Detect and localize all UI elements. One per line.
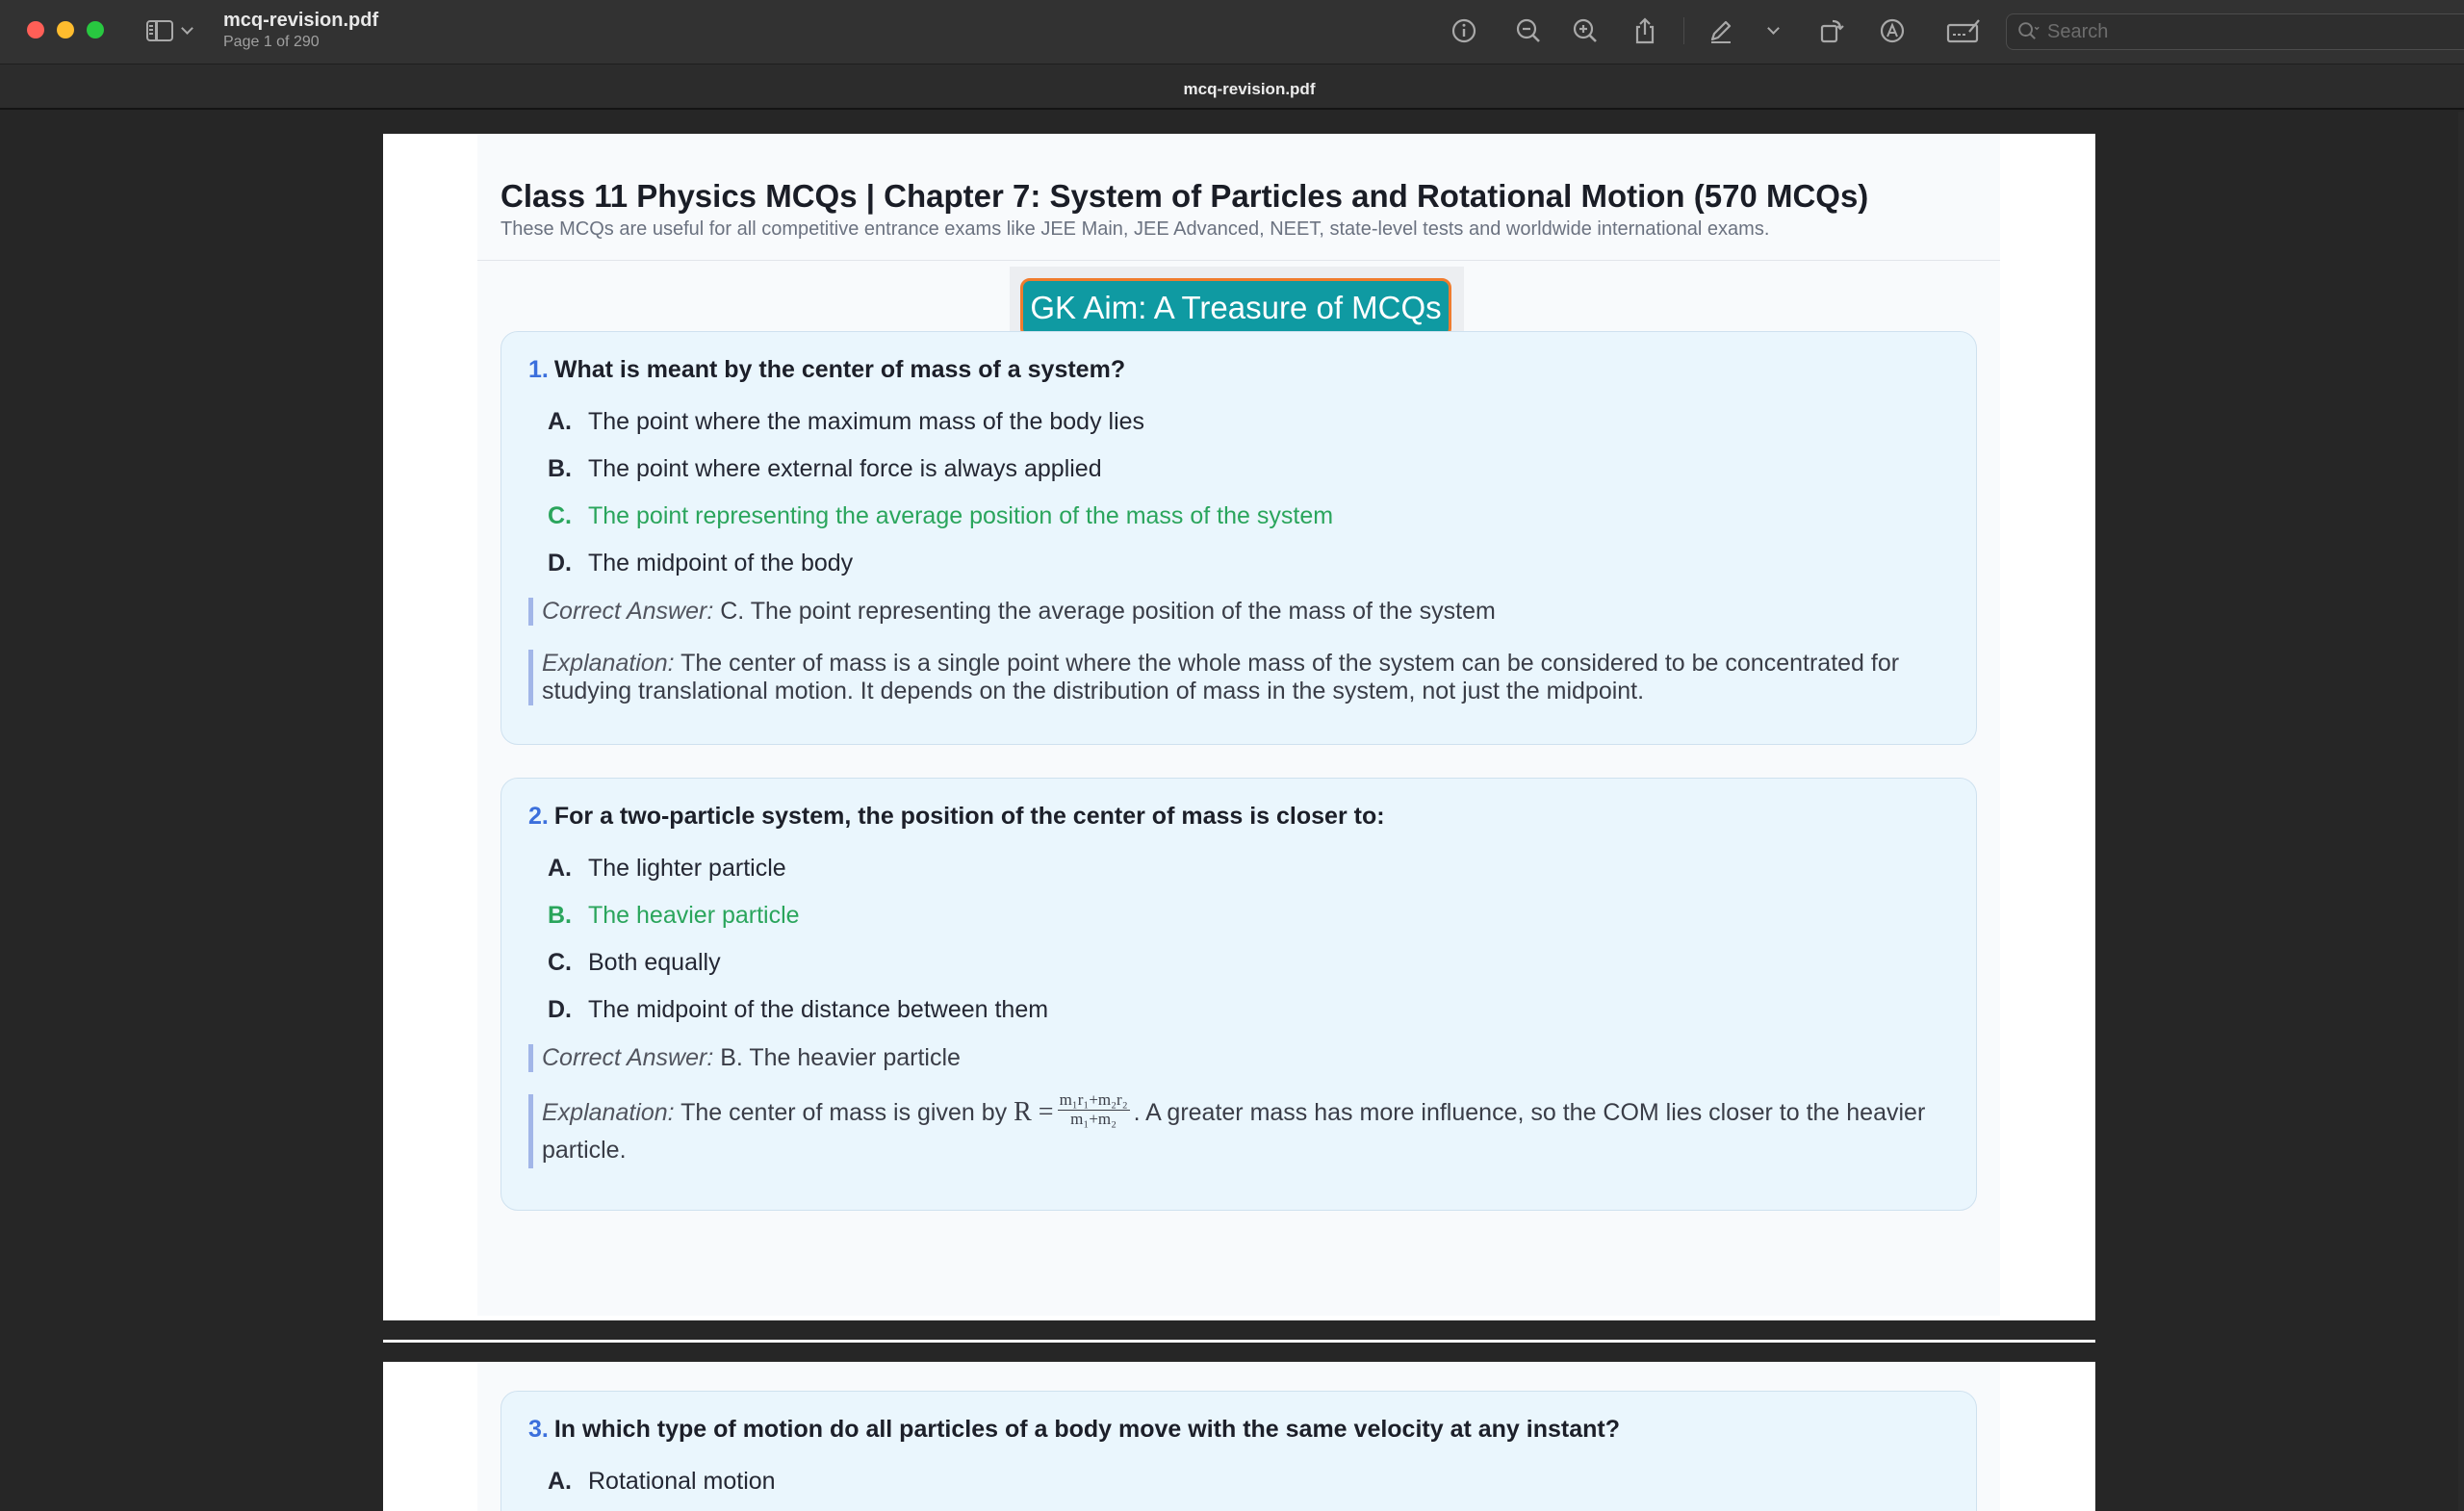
explanation-text: The center of mass is given by (680, 1099, 1008, 1126)
question-card (500, 1391, 1977, 1511)
page-content (477, 134, 2000, 1316)
toolbar-divider (1683, 17, 1684, 44)
com-formula (1058, 1091, 1130, 1128)
chevron-down-icon (181, 22, 193, 35)
pdf-page-2 (383, 1362, 2095, 1511)
explanation-text: . A greater mass has more influence, so the COM lies closer to the heavier particle. (542, 1099, 1926, 1165)
question-number: 3. (528, 1416, 549, 1443)
option-b-correct (548, 902, 800, 930)
form-sign-icon (1945, 16, 1982, 45)
markup-button[interactable] (1702, 13, 1740, 48)
rotate-button[interactable] (1812, 13, 1851, 48)
option-b (548, 455, 1102, 483)
page-indicator: Page 1 of 290 (223, 34, 320, 50)
zoom-out-icon (1514, 16, 1543, 45)
option-c-correct (548, 502, 1333, 530)
option-letter: B. (548, 902, 572, 929)
share-button[interactable] (1626, 13, 1664, 48)
close-window-button[interactable] (27, 21, 44, 38)
document-viewer[interactable] (0, 112, 2464, 1511)
question-label: In which type of motion do all particles of a body move with the same velocity at any instant? (553, 1416, 1621, 1443)
correct-answer (528, 598, 1953, 626)
option-letter: A. (548, 1468, 572, 1495)
zoom-window-button[interactable] (87, 21, 104, 38)
question-card (500, 778, 1977, 1211)
option-letter: C. (548, 502, 572, 529)
option-a (548, 1468, 776, 1496)
explanation-text: The center of mass is a single point where the whole mass of the system can be considered to be concentrated for studying translational motion. It depends on the distribution of mass in the system, not just the midpoint. (542, 650, 1900, 704)
document-tab-bar (0, 64, 2464, 110)
correct-answer-label: Correct Answer: (542, 598, 714, 625)
info-icon (1450, 16, 1478, 45)
window-titlebar (0, 0, 2464, 64)
zoom-out-button[interactable] (1509, 13, 1548, 48)
question-text (528, 356, 1125, 384)
question-card (500, 331, 1977, 745)
share-icon (1630, 16, 1659, 45)
option-text: The midpoint of the body (588, 550, 854, 576)
markup-options-button[interactable] (1754, 13, 1792, 48)
zoom-in-button[interactable] (1566, 13, 1604, 48)
correct-answer-text: C. The point representing the average position of the mass of the system (720, 598, 1496, 625)
question-text (528, 1416, 1620, 1444)
search-input[interactable] (2047, 21, 2432, 43)
annotate-button[interactable] (1873, 13, 1912, 48)
option-letter: A. (548, 408, 572, 435)
pdf-page-1 (383, 134, 2095, 1343)
scrollbar-track[interactable] (2458, 112, 2464, 1511)
option-text: The heavier particle (588, 902, 800, 929)
question-text (528, 803, 1385, 831)
document-tab[interactable]: mcq-revision.pdf (1183, 80, 1316, 98)
page-gap (383, 1320, 2095, 1340)
explanation-label: Explanation: (542, 1099, 675, 1126)
question-label: For a two-particle system, the position of the center of mass is closer to: (553, 803, 1385, 830)
info-button[interactable] (1445, 13, 1483, 48)
option-text: The point where external force is always applied (588, 455, 1102, 482)
explanation (528, 650, 1953, 705)
page-header (477, 134, 2000, 261)
question-number: 1. (528, 356, 549, 383)
correct-answer-text: B. The heavier particle (720, 1044, 961, 1071)
explanation-label: Explanation: (542, 650, 675, 677)
rotate-icon (1817, 16, 1846, 45)
option-a (548, 855, 786, 883)
chevron-down-icon (1767, 22, 1780, 35)
correct-answer-label: Correct Answer: (542, 1044, 714, 1071)
window-title: mcq-revision.pdf (223, 10, 379, 31)
option-text: Rotational motion (588, 1468, 776, 1495)
option-text: Both equally (588, 949, 721, 976)
correct-answer (528, 1044, 1953, 1072)
option-d (548, 996, 1048, 1024)
sidebar-toggle-button[interactable] (135, 13, 206, 48)
option-text: The lighter particle (588, 855, 786, 882)
option-letter: B. (548, 455, 572, 482)
minimize-window-button[interactable] (57, 21, 74, 38)
option-letter: C. (548, 949, 572, 976)
formula-lhs: R = (1014, 1097, 1054, 1127)
search-icon (2016, 20, 2040, 43)
option-text: The point representing the average position of the mass of the system (588, 502, 1334, 529)
option-text: The point where the maximum mass of the body lies (588, 408, 1145, 435)
annotate-icon (1878, 16, 1907, 45)
page-content (477, 1362, 2000, 1511)
option-letter: A. (548, 855, 572, 882)
option-text: The midpoint of the distance between them (588, 996, 1049, 1023)
page-title: Class 11 Physics MCQs | Chapter 7: System of Particles and Rotational Motion (570 MCQs) (500, 178, 1869, 214)
search-box[interactable] (2006, 13, 2464, 50)
sidebar-icon (146, 20, 173, 41)
option-d (548, 550, 853, 577)
option-c (548, 949, 721, 977)
markup-pen-icon (1707, 16, 1735, 45)
page-subtitle: These MCQs are useful for all competitive entrance exams like JEE Main, JEE Advanced, NEET, state-level tests and worldwide international exams. (500, 218, 1770, 240)
option-a (548, 408, 1144, 436)
option-letter: D. (548, 550, 572, 576)
zoom-in-icon (1571, 16, 1600, 45)
formula-numerator: m₁r₁+m₂r₂ (1059, 1090, 1128, 1110)
formula-denominator: m₁+m₂ (1070, 1110, 1117, 1129)
explanation (528, 1090, 1953, 1168)
question-label: What is meant by the center of mass of a system? (553, 356, 1126, 383)
option-letter: D. (548, 996, 572, 1023)
question-number: 2. (528, 803, 549, 830)
fill-sign-button[interactable] (1940, 13, 1987, 48)
brand-badge: GK Aim: A Treasure of MCQs (1020, 278, 1451, 338)
